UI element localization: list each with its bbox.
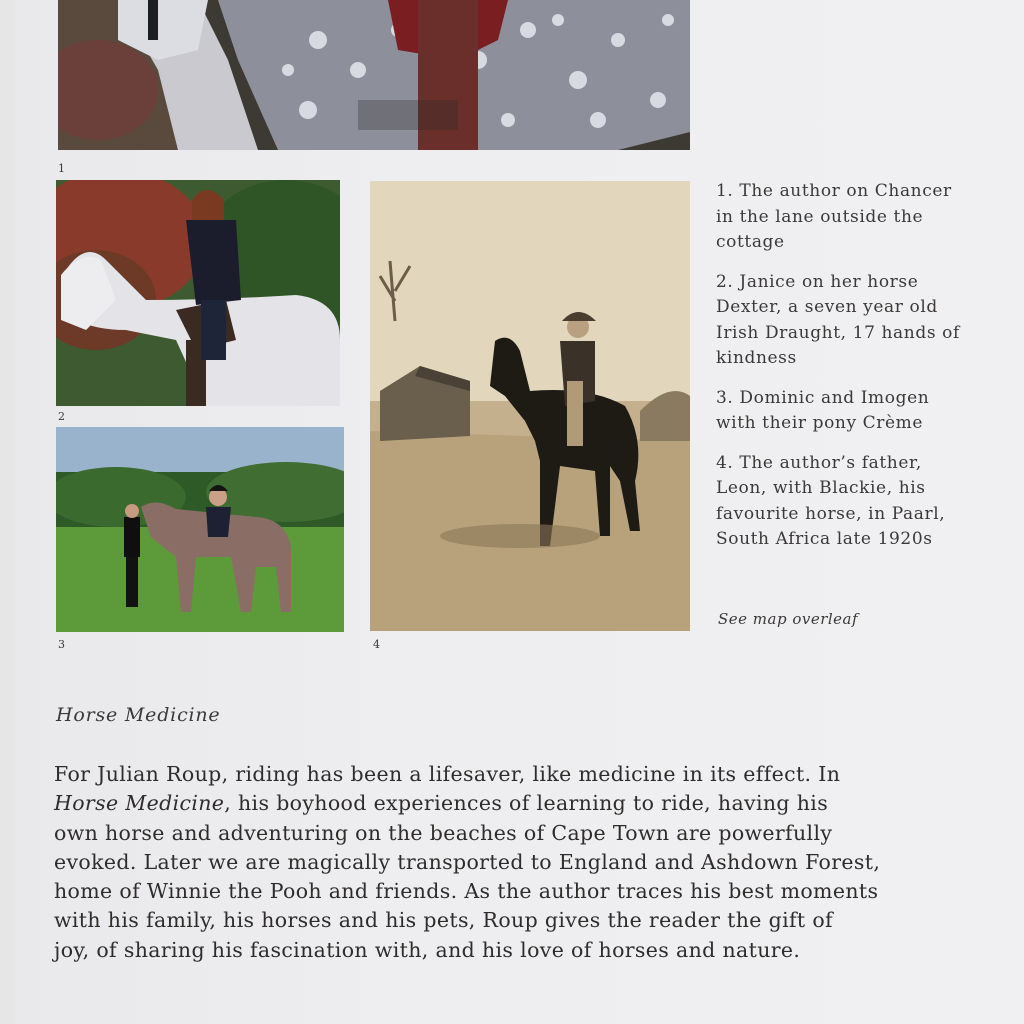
photo-2-white-horse (56, 180, 340, 406)
body-line-1: For Julian Roup, riding has been a lifesaver, like medicine in its effect. In (54, 762, 841, 786)
body-line-2-rest: , his boyhood experiences of learning to ride, having his (224, 791, 829, 816)
body-line-7: joy, of sharing his fascination with, and his love of horses and nature. (54, 937, 801, 962)
photo-1-grey-horse (58, 0, 690, 150)
section-title: Horse Medicine (56, 704, 221, 726)
body-line-4: evoked. Later we are magically transported to England and Ashdown Forest, (54, 849, 881, 874)
body-line-5: home of Winnie the Pooh and friends. As the author traces his best moments (54, 879, 879, 904)
photo-3-pony-field (56, 427, 344, 632)
caption-4: 4. The author’s father, Leon, with Blackie, his favourite horse, in Paarl, South Africa late 1920s (716, 452, 946, 549)
caption-1: 1. The author on Chancer in the lane outside the cottage (716, 181, 952, 252)
body-line-2 (54, 789, 974, 818)
body-line-3: own horse and adventuring on the beaches of Cape Town are powerfully (54, 820, 833, 845)
caption-3: 3. Dominic and Imogen with their pony Crème (716, 387, 930, 433)
book-description (54, 760, 974, 965)
body-line-6: with his family, his horses and his pets, Roup gives the reader the gift of (54, 908, 833, 933)
photo-4-sepia-rider (370, 181, 690, 631)
caption-2: 2. Janice on her horse Dexter, a seven year old Irish Draught, 17 hands of kindness (716, 271, 960, 368)
photo-1-number: 1 (58, 162, 65, 175)
see-map-note: See map overleaf (718, 610, 859, 628)
photo-2-number: 2 (58, 410, 65, 423)
photo-captions (716, 179, 1006, 567)
book-title-italic: Horse Medicine (54, 791, 225, 816)
photo-3-number: 3 (58, 638, 65, 651)
photo-4-number: 4 (373, 638, 380, 651)
